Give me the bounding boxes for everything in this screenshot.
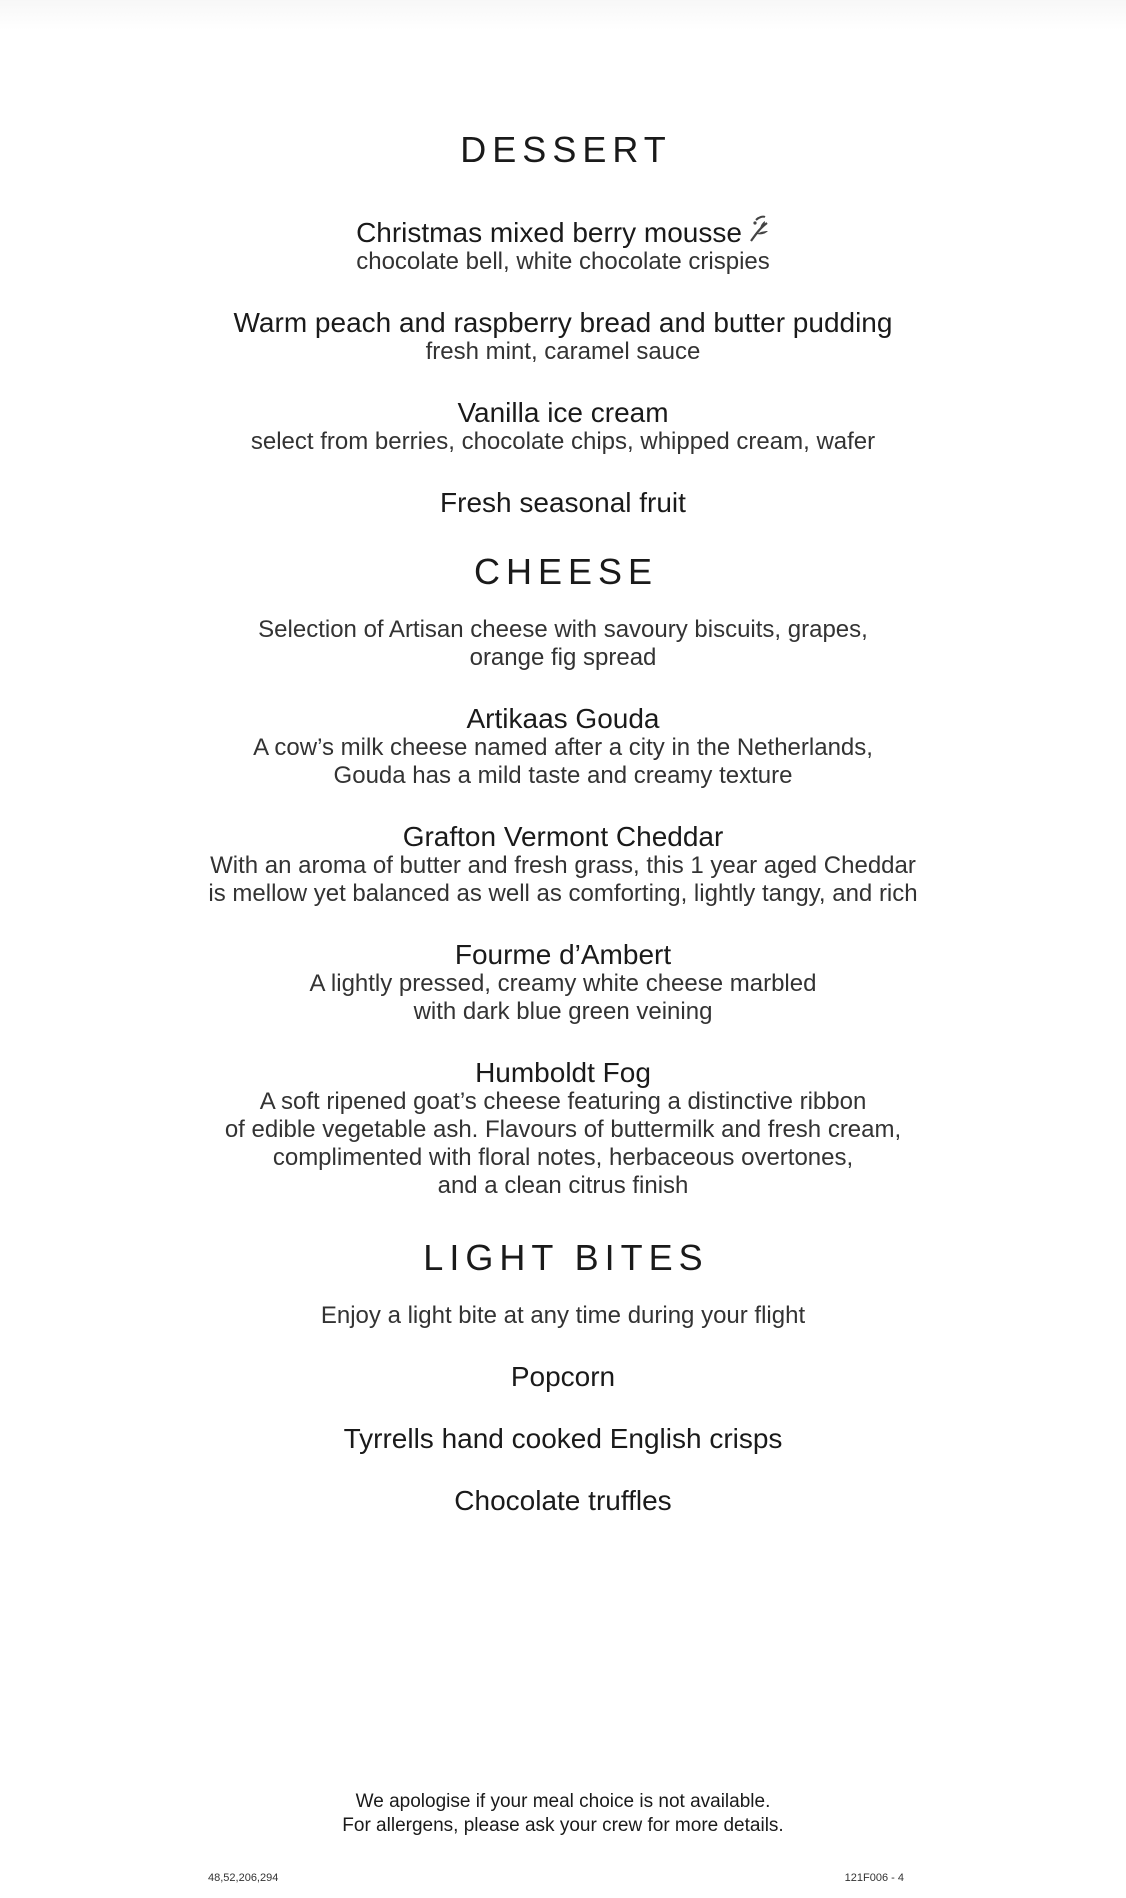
item-name: Grafton Vermont Cheddar [402, 821, 724, 852]
item-desc: With an aroma of butter and fresh grass, this 1 year aged Cheddar is mellow yet balanced as well as comforting, lightly tangy, and rich [208, 852, 918, 907]
item-name: Warm peach and raspberry bread and butter pudding [233, 307, 893, 338]
footer-note [0, 1790, 1126, 1838]
light-bites-section [0, 1236, 1126, 1516]
menu-item [0, 1423, 1126, 1454]
menu-item [0, 307, 1126, 366]
menu-item [0, 1057, 1126, 1200]
footer-line: For allergens, please ask your crew for more details. [342, 1815, 784, 1836]
menu-item [0, 214, 1126, 276]
dessert-section [0, 128, 1126, 518]
light-bites-title: LIGHT BITES [423, 1237, 709, 1278]
item-desc: fresh mint, caramel sauce [425, 338, 701, 365]
item-name: Artikaas Gouda [466, 703, 660, 734]
menu-content [0, 128, 1126, 1516]
cheese-title: CHEESE [473, 551, 659, 592]
item-desc: A cow’s milk cheese named after a city in the Netherlands, Gouda has a mild taste and creamy texture [253, 734, 873, 789]
cheese-intro: Selection of Artisan cheese with savoury biscuits, grapes, orange fig spread [258, 616, 868, 671]
item-desc: A soft ripened goat’s cheese featuring a distinctive ribbon of edible vegetable ash. Flavours of buttermilk and fresh cream, complimented with floral notes, herbaceous overtones, and a clean citrus finish [224, 1088, 902, 1199]
vegetarian-icon [748, 214, 770, 244]
item-desc: A lightly pressed, creamy white cheese marbled with dark blue green veining [309, 970, 817, 1025]
item-name: Popcorn [510, 1361, 616, 1392]
item-name: Fresh seasonal fruit [440, 487, 686, 518]
menu-item [0, 939, 1126, 1026]
menu-item [0, 1361, 1126, 1392]
item-name: Tyrrells hand cooked English crisps [343, 1423, 783, 1454]
menu-item [0, 1485, 1126, 1516]
item-name: Vanilla ice cream [457, 397, 669, 428]
item-name: Christmas mixed berry mousse [0, 214, 1126, 248]
menu-item [0, 487, 1126, 518]
cheese-section [0, 550, 1126, 1200]
menu-item [0, 703, 1126, 790]
light-bites-intro: Enjoy a light bite at any time during your flight [320, 1302, 806, 1329]
item-name: Chocolate truffles [454, 1485, 672, 1516]
print-code-left: 48,52,206,294 [208, 1872, 279, 1884]
footer-line: We apologise if your meal choice is not available. [355, 1791, 771, 1812]
item-name: Fourme d’Ambert [454, 939, 672, 970]
item-name: Humboldt Fog [475, 1057, 651, 1088]
dessert-title: DESSERT [460, 129, 672, 170]
item-desc: select from berries, chocolate chips, whipped cream, wafer [250, 428, 876, 455]
print-code-right: 121F006 - 4 [844, 1872, 904, 1884]
menu-item [0, 397, 1126, 456]
menu-item [0, 821, 1126, 908]
item-desc: chocolate bell, white chocolate crispies [356, 248, 770, 275]
